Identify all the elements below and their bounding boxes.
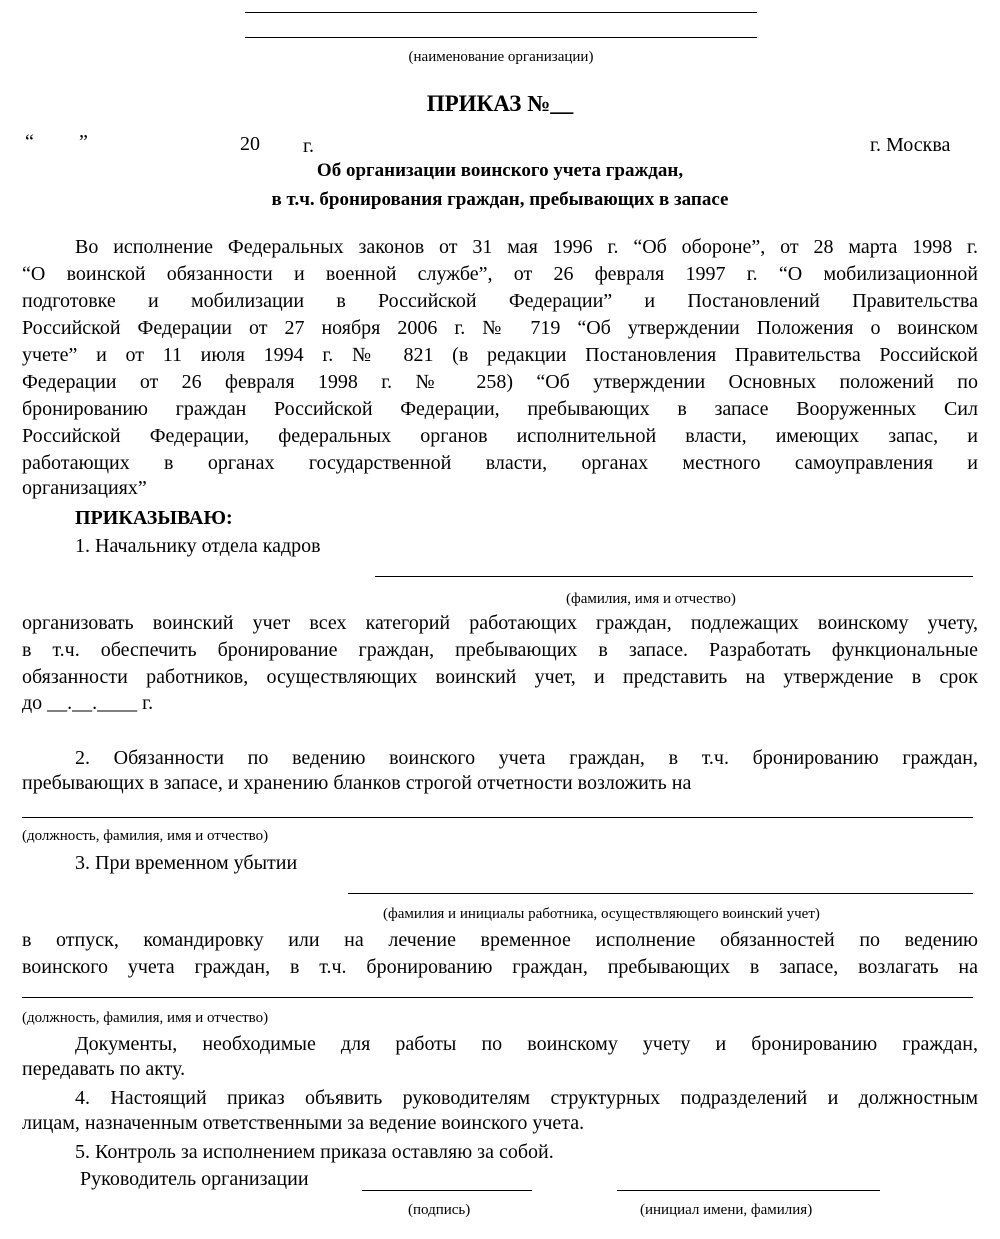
- org-name-caption: (наименование организации): [408, 49, 594, 65]
- date-year-prefix: 20: [240, 133, 260, 155]
- preamble-line: Во исполнение Федеральных законов от 31 мая 1996 г. “Об обороне”, от 28 марта 1998 г.: [75, 236, 978, 258]
- item1-lead: 1. Начальнику отдела кадров: [75, 535, 321, 557]
- preamble-last-line: организациях”: [22, 477, 147, 499]
- item3-docs-text: Документы, необходимые для работы по воинскому учету и бронированию граждан,: [75, 1033, 978, 1055]
- signature-label: Руководитель организации: [80, 1168, 309, 1190]
- preamble-paragraph: [22, 234, 978, 477]
- date-quote-close: ”: [79, 131, 88, 153]
- item2-assignee-line: [22, 817, 973, 818]
- item2-line-1: [22, 745, 978, 772]
- item3-assignee-line: [22, 997, 973, 998]
- item4-line-1: [22, 1085, 978, 1112]
- date-quote-open: “: [25, 131, 34, 153]
- preamble-line: Российской Федерации от 27 ноября 2006 г. № 719 “Об утверждении Положения о воинском: [22, 317, 978, 339]
- signature-name-line: [617, 1190, 880, 1191]
- item2-caption: (должность, фамилия, имя и отчество): [22, 828, 269, 844]
- item1-caption: (фамилия, имя и отчество): [566, 591, 736, 607]
- item3-docs-line-2: передавать по акту.: [22, 1058, 186, 1080]
- org-name-line-2: [245, 37, 757, 38]
- preamble-line: Федерации от 26 февраля 1998 г. № 258) “Об утверждении Основных положений по: [22, 371, 978, 393]
- preamble-line: подготовке и мобилизации в Российской Федерации” и Постановлений Правительства: [22, 290, 978, 312]
- item4-line-2: лицам, назначенным ответственными за ведение воинского учета.: [22, 1112, 585, 1134]
- item3-docs-line-1: [22, 1031, 978, 1058]
- item5: 5. Контроль за исполнением приказа оставляю за собой.: [75, 1141, 554, 1163]
- item2-line-2: пребывающих в запасе, и хранению бланков строгой отчетности возложить на: [22, 772, 692, 794]
- signature-name-caption: (инициал имени, фамилия): [640, 1202, 813, 1218]
- item2-text: 2. Обязанности по ведению воинского учета граждан, в т.ч. бронированию граждан,: [75, 747, 978, 769]
- org-name-line-1: [245, 12, 757, 13]
- item3-line: воинского учета граждан, в т.ч. бронированию граждан, пребывающих в запасе, возлагать на: [22, 956, 978, 978]
- signature-line: [362, 1190, 532, 1191]
- item1-deadline: до __.__.____ г.: [22, 692, 154, 714]
- item3-lead: 3. При временном убытии: [75, 852, 298, 874]
- item1-line: обязанности работников, осуществляющих воинский учет, и представить на утверждение в срок: [22, 666, 978, 688]
- preamble-line: учете” и от 11 июля 1994 г. № 821 (в редакции Постановления Правительства Российской: [22, 344, 978, 366]
- city: г. Москва: [870, 134, 951, 156]
- signature-caption: (подпись): [408, 1202, 471, 1218]
- item3-name-line: [348, 893, 973, 894]
- preamble-line: работающих в органах государственной власти, органах местного самоуправления и: [22, 452, 978, 474]
- item1-paragraph: [22, 610, 978, 691]
- preamble-line: “О воинской обязанности и военной службе”, от 26 февраля 1997 г. “О мобилизационной: [22, 263, 978, 285]
- item3-caption: (фамилия и инициалы работника, осуществляющего воинский учет): [383, 906, 820, 922]
- order-title: ПРИКАЗ №__: [426, 91, 574, 116]
- item1-name-line: [375, 576, 973, 577]
- item4-text: 4. Настоящий приказ объявить руководителям структурных подразделений и должностным: [75, 1087, 978, 1109]
- item3-caption-2: (должность, фамилия, имя и отчество): [22, 1010, 269, 1026]
- item1-line: в т.ч. обеспечить бронирование граждан, пребывающих в запасе. Разработать функциональные: [22, 639, 978, 661]
- preamble-line: Российской Федерации, федеральных органов исполнительной власти, имеющих запас, и: [22, 425, 978, 447]
- order-subject-line-2: в т.ч. бронирования граждан, пребывающих в запасе: [271, 189, 729, 210]
- order-subject-line-1: Об организации воинского учета граждан,: [316, 160, 684, 181]
- item1-line: организовать воинский учет всех категорий работающих граждан, подлежащих воинскому учету,: [22, 612, 978, 634]
- item3-paragraph: [22, 927, 978, 981]
- item3-line: в отпуск, командировку или на лечение временное исполнение обязанностей по ведению: [22, 929, 978, 951]
- preamble-line: бронированию граждан Российской Федерации, пребывающих в запасе Вооруженных Сил: [22, 398, 978, 420]
- date-year-suffix: г.: [303, 135, 314, 157]
- order-word: ПРИКАЗЫВАЮ:: [75, 507, 233, 529]
